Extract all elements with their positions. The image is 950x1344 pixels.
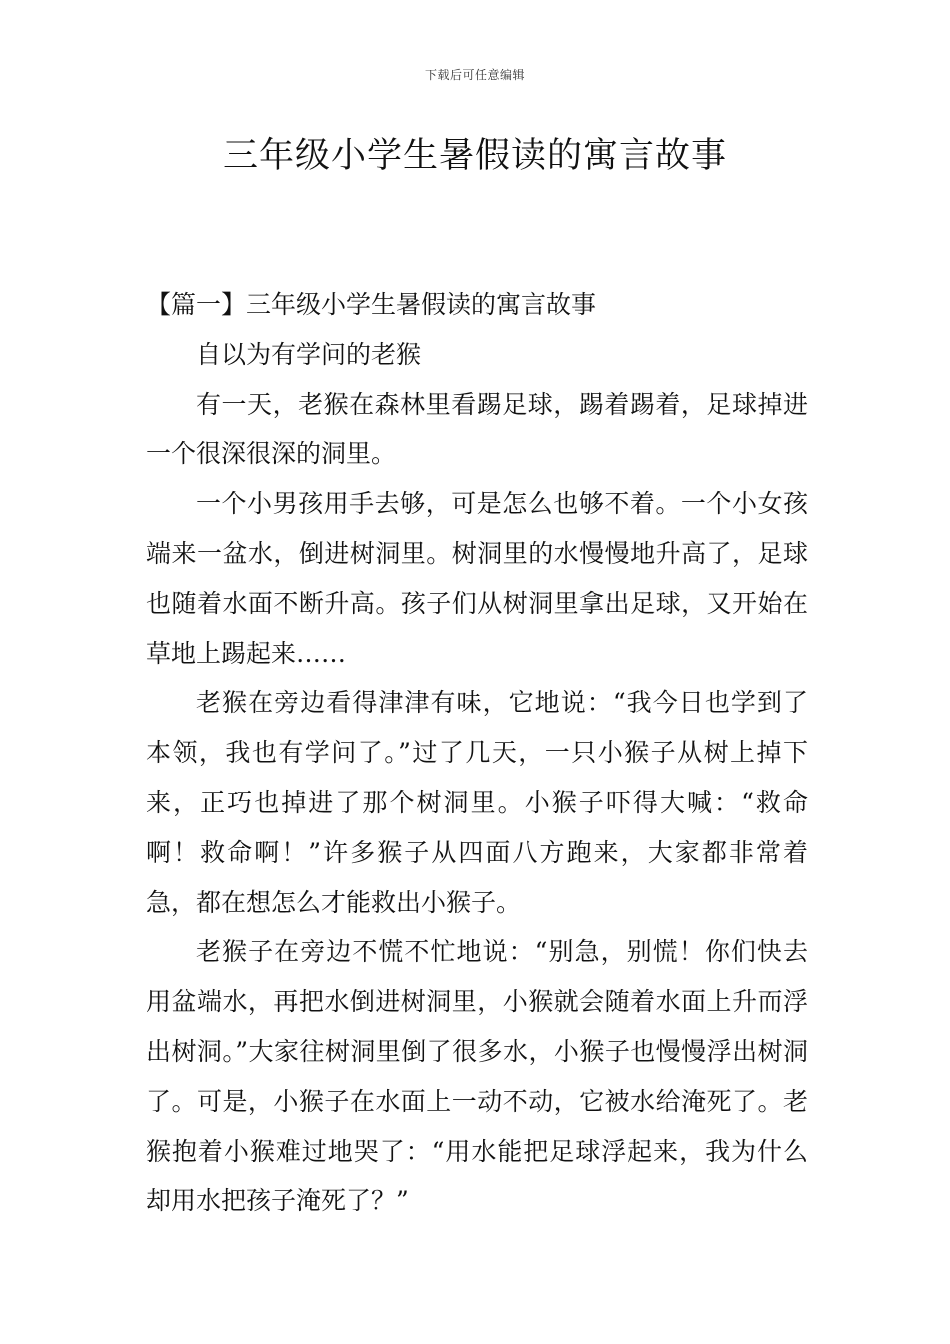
paragraph: 有一天，老猴在森林里看踢足球，踢着踢着，足球掉进一个很深很深的洞里。 — [146, 389, 808, 469]
section-heading: 【篇一】三年级小学生暑假读的寓言故事 — [146, 290, 597, 319]
paragraph: 老猴子在旁边不慌不忙地说：“别急，别慌！你们快去用盆端水，再把水倒进树洞里，小猴就会随着水面上升而浮出树洞。”大家往树洞里倒了很多水，小猴子也慢慢浮出树洞了。可是，小猴子在水面上一动不动，它被水给淹死了。老猴抱着小猴难过地哭了：“用水能把足球浮起来，我为什么却用水把孩子淹死了？” — [146, 937, 808, 1216]
paragraph: 老猴在旁边看得津津有味，它地说：“我今日也学到了本领，我也有学问了。”过了几天，一只小猴子从树上掉下来，正巧也掉进了那个树洞里。小猴子吓得大喊：“救命啊！救命啊！”许多猴子从四面八方跑来，大家都非常着急，都在想怎么才能救出小猴子。 — [146, 688, 808, 917]
document-title: 三年级小学生暑假读的寓言故事 — [222, 136, 727, 176]
paragraph: 一个小男孩用手去够，可是怎么也够不着。一个小女孩端来一盆水，倒进树洞里。树洞里的水慢慢地升高了，足球也随着水面不断升高。孩子们从树洞里拿出足球，又开始在草地上踢起来…… — [146, 489, 808, 668]
header-note: 下载后可任意编辑 — [424, 68, 525, 82]
document-body — [146, 280, 808, 1226]
story-title: 自以为有学问的老猴 — [196, 339, 422, 369]
